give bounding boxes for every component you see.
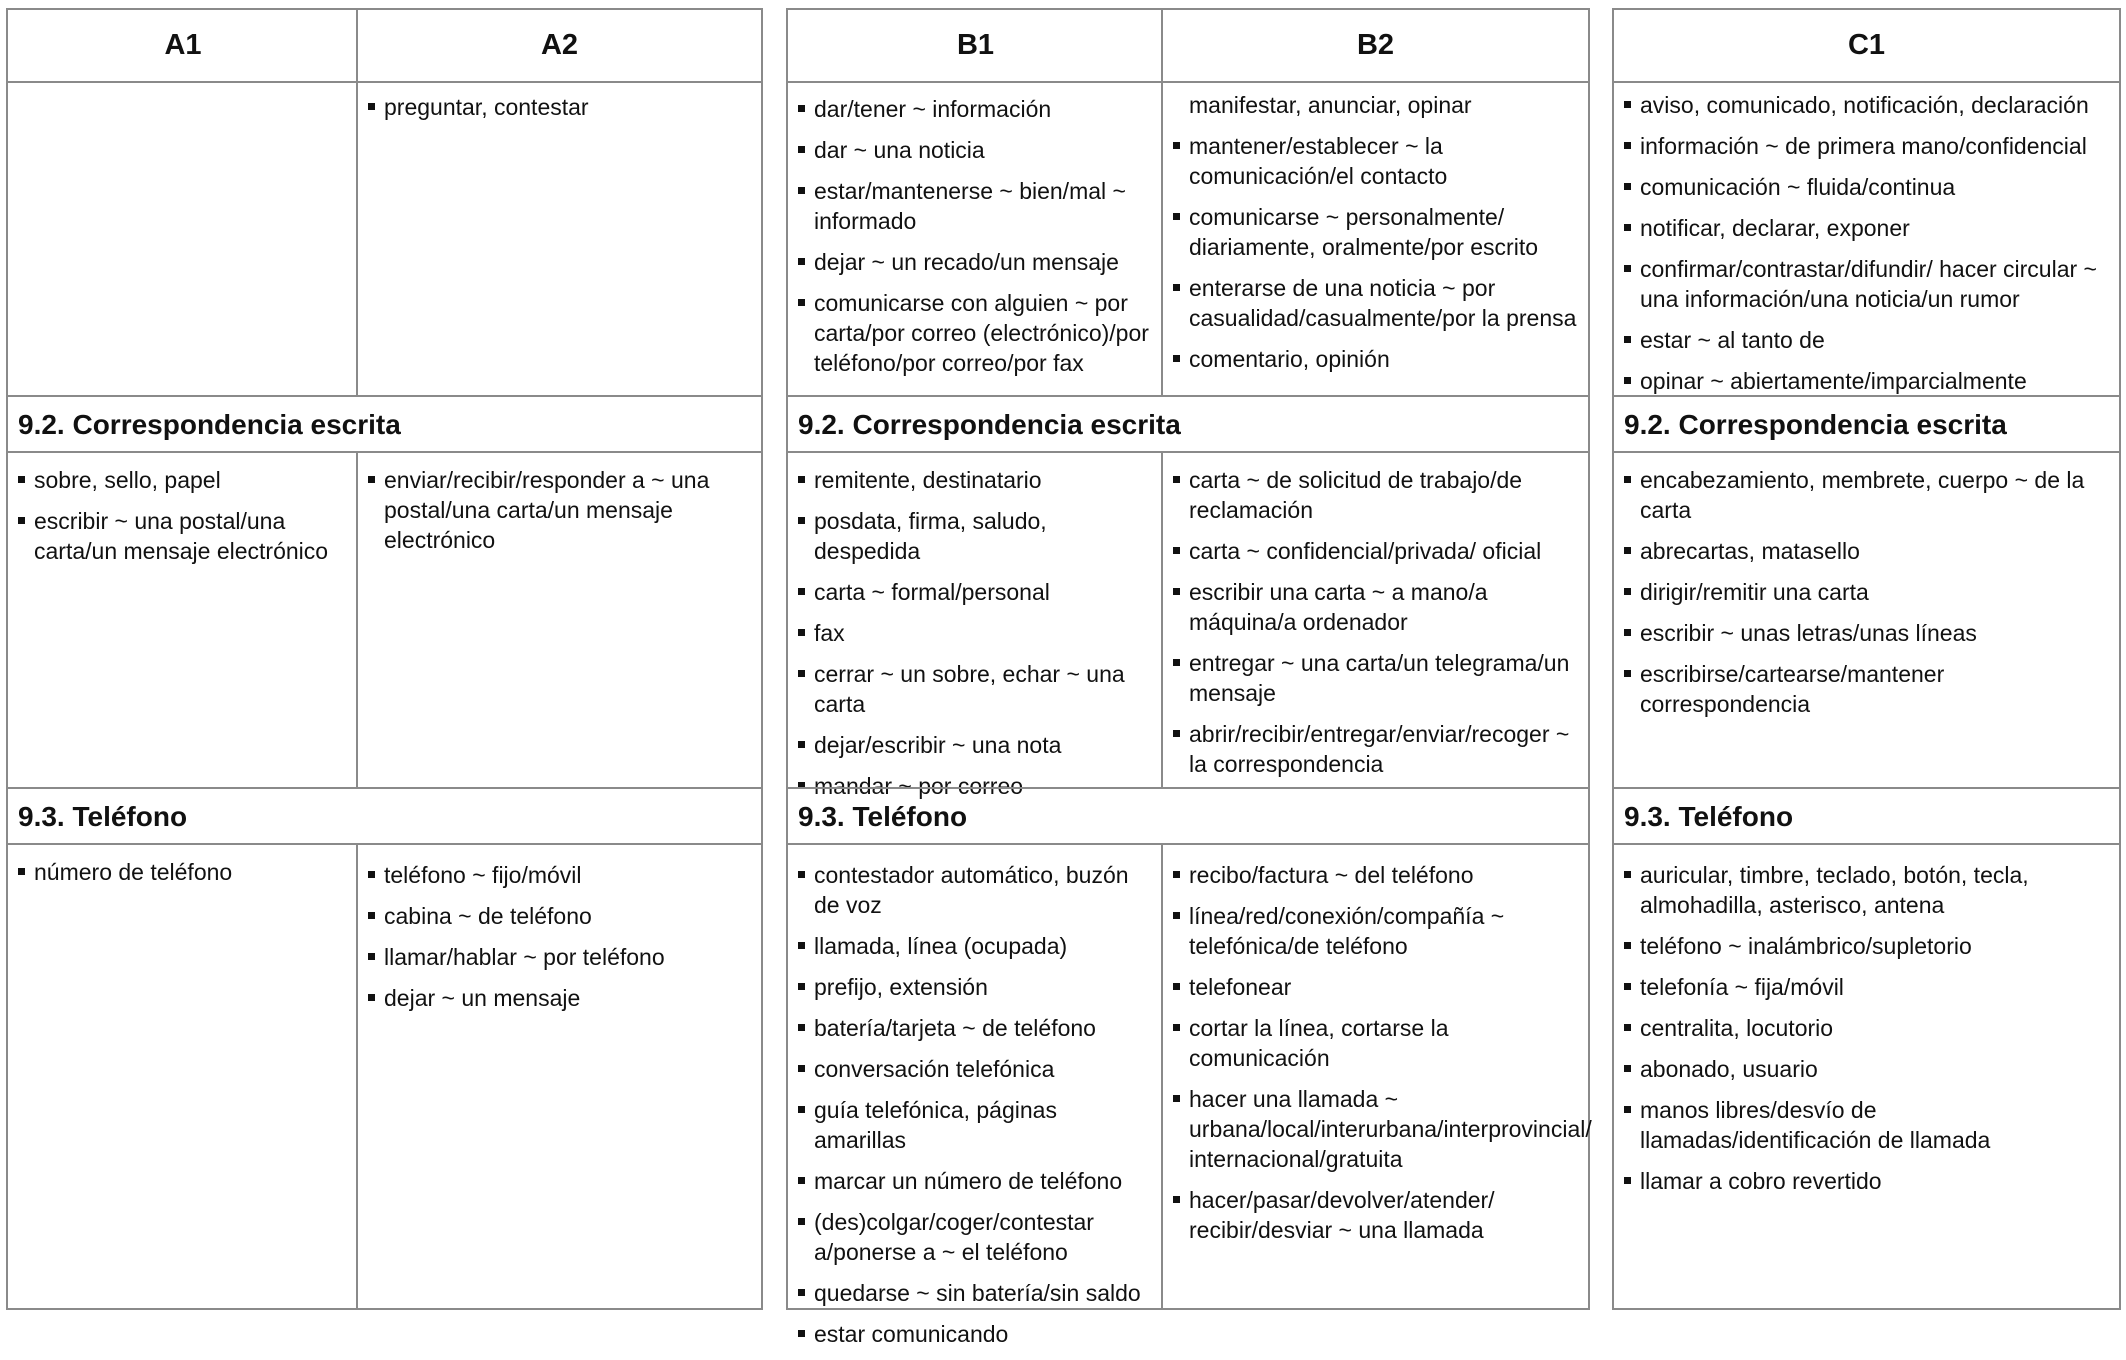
- section-title-telefono: 9.3. Teléfono: [798, 801, 968, 832]
- header-c1: C1: [1614, 10, 2119, 83]
- list-item: cabina ~ de teléfono: [368, 901, 753, 931]
- list-item: fax: [798, 618, 1153, 648]
- section-title-correspondencia: 9.2. Correspondencia escrita: [798, 409, 1181, 440]
- list-item: quedarse ~ sin batería/sin saldo: [798, 1278, 1153, 1308]
- list-item: contestador automático, buzón de voz: [798, 860, 1153, 920]
- list-item: dar/tener ~ información: [798, 94, 1153, 124]
- list-item: estar/mantenerse ~ bien/mal ~ informado: [798, 176, 1153, 236]
- list-item: comentario, opinión: [1173, 344, 1583, 374]
- row-divider: [788, 451, 1588, 453]
- section-title-telefono: 9.3. Teléfono: [18, 801, 188, 832]
- list-item: hacer una llamada ~ urbana/local/interurbana/interprovincial/ internacional/gratuita: [1173, 1084, 1583, 1174]
- list-item: manos libres/desvío de llamadas/identificación de llamada: [1624, 1095, 2109, 1155]
- list-item: confirmar/contrastar/difundir/ hacer circular ~ una información/una noticia/un rumor: [1624, 254, 2109, 314]
- row-divider: [8, 451, 761, 453]
- list-item: notificar, declarar, exponer: [1624, 213, 2109, 243]
- list-item: dejar/escribir ~ una nota: [798, 730, 1153, 760]
- list-item: comunicación ~ fluida/continua: [1624, 172, 2109, 202]
- list-item: dar ~ una noticia: [798, 135, 1153, 165]
- cell-b2-s2: [1173, 465, 1583, 790]
- list-item: escribir ~ unas letras/unas líneas: [1624, 618, 2109, 648]
- cell-a2-s2: [368, 465, 753, 566]
- list-item: remitente, destinatario: [798, 465, 1153, 495]
- list-item: centralita, locutorio: [1624, 1013, 2109, 1043]
- list-item: estar comunicando: [798, 1319, 1153, 1349]
- list-item: hacer/pasar/devolver/atender/ recibir/desviar ~ una llamada: [1173, 1185, 1583, 1245]
- list-item: línea/red/conexión/compañía ~ telefónica/de teléfono: [1173, 901, 1583, 961]
- cell-b1-s2: [798, 465, 1153, 812]
- list-item: aviso, comunicado, notificación, declaración: [1624, 90, 2109, 120]
- list-item: dejar ~ un mensaje: [368, 983, 753, 1013]
- cell-b2-s3: [1173, 860, 1592, 1256]
- list-item: dejar ~ un recado/un mensaje: [798, 247, 1153, 277]
- list-item: posdata, firma, saludo, despedida: [798, 506, 1153, 566]
- column-divider: [356, 451, 358, 787]
- list-item: (des)colgar/coger/contestar a/ponerse a ~ el teléfono: [798, 1207, 1153, 1267]
- header-b2: B2: [1163, 10, 1588, 83]
- cell-a2-s3: [368, 860, 753, 1024]
- list-item: batería/tarjeta ~ de teléfono: [798, 1013, 1153, 1043]
- list-item: información ~ de primera mano/confidencial: [1624, 131, 2109, 161]
- list-item: recibo/factura ~ del teléfono: [1173, 860, 1583, 890]
- list-item: escribir una carta ~ a mano/a máquina/a ordenador: [1173, 577, 1583, 637]
- cell-a2-s1: [368, 92, 753, 133]
- list-item: telefonía ~ fija/móvil: [1624, 972, 2109, 1002]
- section-title-telefono: 9.3. Teléfono: [1624, 801, 1794, 832]
- list-item: escribirse/cartearse/mantener correspondencia: [1624, 659, 2109, 719]
- list-item: llamar/hablar ~ por teléfono: [368, 942, 753, 972]
- panel-c: [1612, 8, 2121, 1310]
- list-item: enterarse de una noticia ~ por casualidad/casualmente/por la prensa: [1173, 273, 1583, 333]
- list-item: cerrar ~ un sobre, echar ~ una carta: [798, 659, 1153, 719]
- list-item: encabezamiento, membrete, cuerpo ~ de la carta: [1624, 465, 2109, 525]
- cell-b1-s1: [798, 94, 1153, 389]
- list-item: mandar ~ por correo: [798, 771, 1153, 801]
- list-item: estar ~ al tanto de: [1624, 325, 2109, 355]
- list-item: abonado, usuario: [1624, 1054, 2109, 1084]
- cell-a1-s3: [18, 857, 348, 898]
- section-title-correspondencia: 9.2. Correspondencia escrita: [18, 409, 401, 440]
- list-item: dirigir/remitir una carta: [1624, 577, 2109, 607]
- list-item: abrir/recibir/entregar/enviar/recoger ~ la correspondencia: [1173, 719, 1583, 779]
- column-divider: [356, 10, 358, 397]
- cell-c1-s1: [1624, 90, 2109, 407]
- list-item: preguntar, contestar: [368, 92, 753, 122]
- row-divider: [1614, 843, 2119, 845]
- list-item: telefonear: [1173, 972, 1583, 1002]
- list-item: auricular, timbre, teclado, botón, tecla, almohadilla, asterisco, antena: [1624, 860, 2109, 920]
- list-item: llamar a cobro revertido: [1624, 1166, 2109, 1196]
- list-item: escribir ~ una postal/una carta/un mensaje electrónico: [18, 506, 348, 566]
- panel-b: [786, 8, 1592, 1347]
- list-item: comunicarse con alguien ~ por carta/por correo (electrónico)/por teléfono/por correo/por fax: [798, 288, 1153, 378]
- row-divider: [788, 843, 1588, 845]
- list-item: conversación telefónica: [798, 1054, 1153, 1084]
- list-item: marcar un número de teléfono: [798, 1166, 1153, 1196]
- section-title-correspondencia: 9.2. Correspondencia escrita: [1624, 409, 2007, 440]
- cell-b2-s1: [1173, 90, 1583, 385]
- list-item: guía telefónica, páginas amarillas: [798, 1095, 1153, 1155]
- column-divider: [1161, 451, 1163, 787]
- list-item: opinar ~ abiertamente/imparcialmente: [1624, 366, 2109, 396]
- list-item: número de teléfono: [18, 857, 348, 887]
- list-item: enviar/recibir/responder a ~ una postal/una carta/un mensaje electrónico: [368, 465, 753, 555]
- header-a1: A1: [8, 10, 358, 83]
- column-divider: [356, 843, 358, 1308]
- cell-b1-s3: [798, 860, 1153, 1360]
- row-divider: [1614, 451, 2119, 453]
- list-item: carta ~ confidencial/privada/ oficial: [1173, 536, 1583, 566]
- list-item: teléfono ~ inalámbrico/supletorio: [1624, 931, 2109, 961]
- list-item: abrecartas, matasello: [1624, 536, 2109, 566]
- list-item: carta ~ formal/personal: [798, 577, 1153, 607]
- header-a2: A2: [358, 10, 761, 83]
- list-item: carta ~ de solicitud de trabajo/de reclamación: [1173, 465, 1583, 525]
- list-item-continued: manifestar, anunciar, opinar: [1189, 92, 1472, 118]
- cell-a1-s2: [18, 465, 348, 577]
- cell-c1-s2: [1624, 465, 2109, 730]
- list-item: llamada, línea (ocupada): [798, 931, 1153, 961]
- list-item: sobre, sello, papel: [18, 465, 348, 495]
- list-item: teléfono ~ fijo/móvil: [368, 860, 753, 890]
- panel-a: [6, 8, 763, 1310]
- header-b1: B1: [788, 10, 1163, 83]
- list-item: prefijo, extensión: [798, 972, 1153, 1002]
- column-divider: [1161, 10, 1163, 397]
- list-item: mantener/establecer ~ la comunicación/el contacto: [1173, 131, 1583, 191]
- list-item: comunicarse ~ personalmente/ diariamente, oralmente/por escrito: [1173, 202, 1583, 262]
- list-item: entregar ~ una carta/un telegrama/un mensaje: [1173, 648, 1583, 708]
- row-divider: [8, 843, 761, 845]
- cell-c1-s3: [1624, 860, 2109, 1207]
- list-item: cortar la línea, cortarse la comunicación: [1173, 1013, 1583, 1073]
- column-divider: [1161, 843, 1163, 1308]
